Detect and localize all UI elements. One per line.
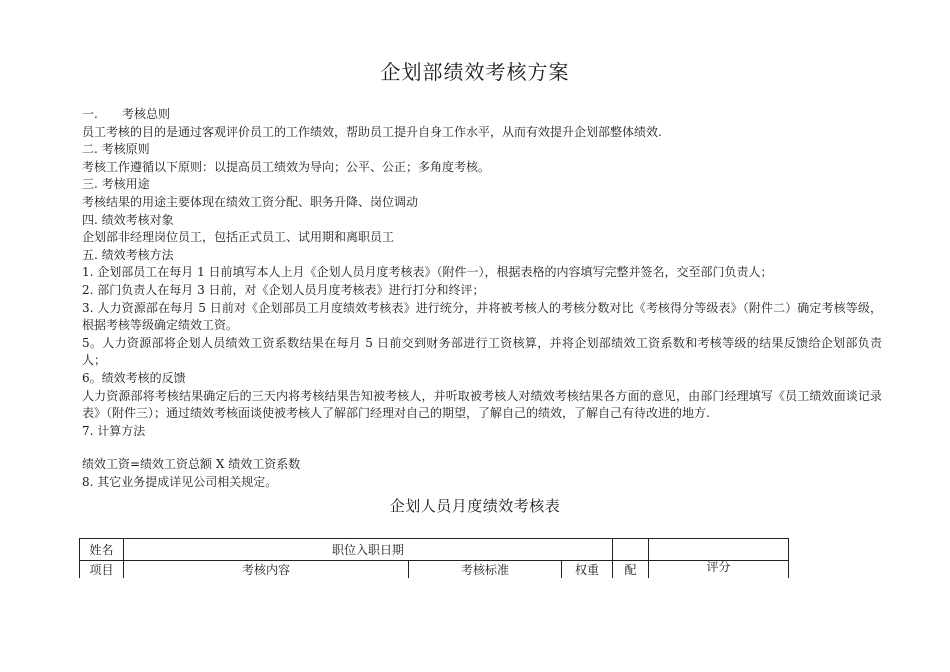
- position-date-label: 职位入职日期: [124, 539, 613, 561]
- section-title: 考核总则: [122, 107, 171, 121]
- table-row: [80, 561, 789, 579]
- document-body: [82, 106, 882, 491]
- content-header: 考核内容: [124, 561, 409, 579]
- list-item: 3. 人力资源部在每月 5 日前对《企划部员工月度绩效考核表》进行统分，并将被考核人的考核分数对比《考核得分等级表》（附件二）确定考核等级，根据考核等级确定绩效工资。: [82, 300, 882, 333]
- standard-header: 考核标准: [409, 561, 562, 579]
- list-item: 2. 部门负责人在每月 3 日前，对《企划人员月度考核表》进行打分和终评；: [82, 282, 485, 297]
- evaluation-table: [79, 538, 789, 578]
- section-heading-6: 6。绩效考核的反馈: [82, 370, 186, 385]
- table-cell-empty[interactable]: [613, 539, 649, 561]
- table-cell-empty[interactable]: [649, 539, 789, 561]
- score-label: 评分: [706, 560, 731, 574]
- section-heading-1: [82, 106, 882, 124]
- spacer: [82, 440, 882, 456]
- formula: 绩效工资=绩效工资总额 X 绩效工资系数: [82, 457, 301, 472]
- section-number: 一.: [82, 107, 98, 121]
- section-text: 员工考核的目的是通过客观评价员工的工作绩效，帮助员工提升自身工作水平，从而有效提升企划部整体绩效.: [82, 124, 662, 139]
- section-heading-4: 四. 绩效考核对象: [82, 212, 174, 227]
- item-header: 项目: [80, 561, 124, 579]
- table-title: 企划人员月度绩效考核表: [389, 497, 561, 515]
- section-heading-2: 二. 考核原则: [82, 142, 150, 157]
- table-row: [80, 539, 789, 561]
- list-item: 1. 企划部员工在每月 1 日前填写本人上月《企划人员月度考核表》（附件一），根据表格的内容填写完整并签名，交至部门负责人；: [82, 265, 773, 280]
- section-text: 企划部非经理岗位员工，包括正式员工、试用期和离职员工: [82, 230, 395, 245]
- section-heading-7: 7. 计算方法: [82, 423, 146, 438]
- section-text: 人力资源部将考核结果确定后的三天内将考核结果告知被考核人，并听取被考核人对绩效考核结果各方面的意见，由部门经理填写《员工绩效面谈记录表》（附件三）；通过绩效考核面谈使被考核人了解部门经理对自己的期望，了解自己的绩效，了解自己有待改进的地方.: [82, 388, 882, 421]
- weight-header: 权重: [562, 561, 613, 579]
- page-title: 企划部绩效考核方案: [380, 60, 570, 84]
- name-label: 姓名: [80, 539, 124, 561]
- score-header: [649, 561, 789, 579]
- list-item: 5。人力资源部将企划人员绩效工资系数结果在每月 5 日前交到财务部进行工资核算，并将企划部绩效工资系数和考核等级的结果反馈给企划部负责人；: [82, 335, 882, 368]
- section-text: 考核工作遵循以下原则：以提高员工绩效为导向；公平、公正；多角度考核。: [82, 159, 491, 174]
- section-heading-5: 五. 绩效考核方法: [82, 247, 174, 262]
- section-heading-3: 三. 考核用途: [82, 177, 150, 192]
- section-heading-8: 8. 其它业务提成详见公司相关规定。: [82, 474, 278, 489]
- col5-header: 配: [613, 561, 649, 579]
- section-text: 考核结果的用途主要体现在绩效工资分配、职务升降、岗位调动: [82, 194, 419, 209]
